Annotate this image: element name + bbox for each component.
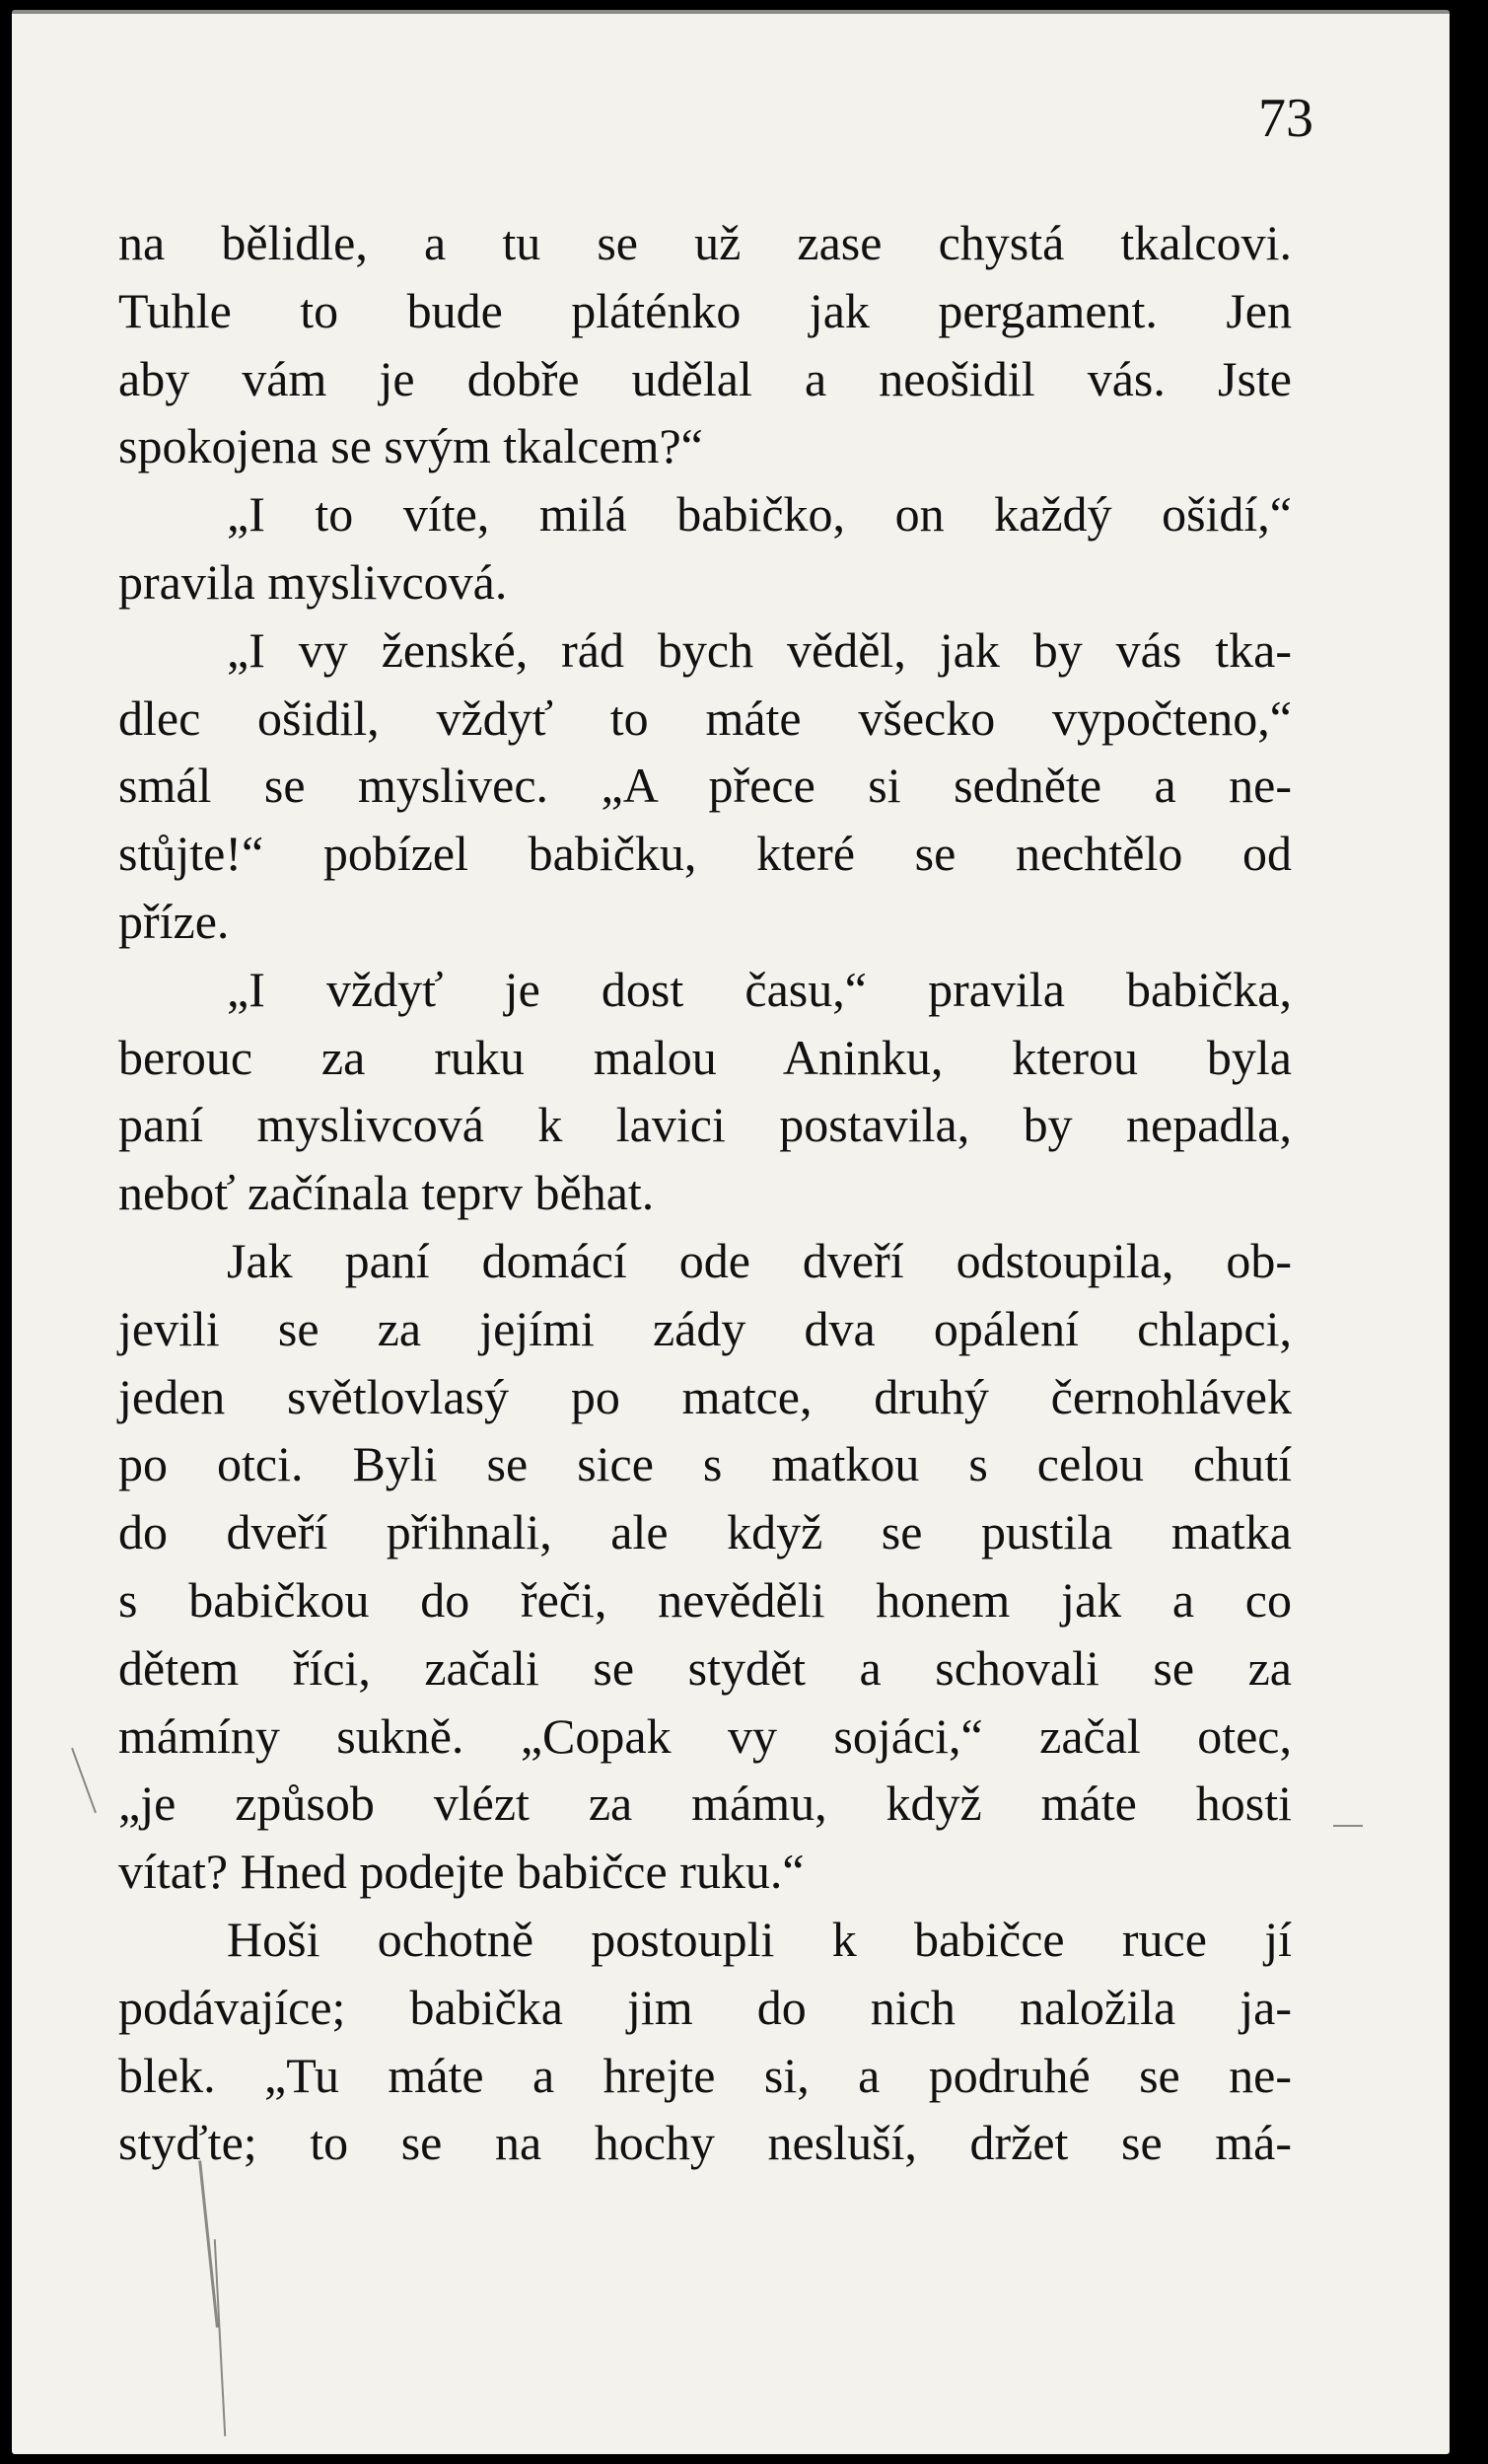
scan-artifact [1333, 1825, 1363, 1827]
text-line: po otci. Byli se sice s matkou s celou chutí [118, 1436, 1292, 1492]
text-line: „I to víte, milá babičko, on každý ošidí,“ [227, 486, 1292, 543]
text-line: Jak paní domácí ode dveří odstoupila, ob- [227, 1232, 1292, 1288]
text-line: dlec ošidil, vždyť to máte všecko vypočteno,“ [118, 689, 1292, 746]
text-line: neboť začínala teprv běhat. [118, 1165, 655, 1221]
text-line: stůjte!“ pobízel babičku, které se nechtělo od [118, 826, 1292, 882]
text-line: na bělidle, a tu se už zase chystá tkalcovi. [118, 215, 1292, 270]
text-line: „I vždyť je dost času,“ pravila babička, [227, 961, 1292, 1017]
scan-artifact [214, 2239, 226, 2436]
page-number: 73 [1258, 88, 1313, 149]
body-text [118, 209, 1292, 2177]
text-line: jevili se za jejími zády dva opálení chlapci, [118, 1300, 1292, 1356]
text-line: smál se myslivec. „A přece si sedněte a ne- [118, 758, 1292, 814]
text-line: příze. [118, 893, 230, 949]
text-line: styďte; to se na hochy nesluší, držet se má- [118, 2115, 1292, 2171]
scan-artifact [71, 1748, 97, 1813]
text-line: podávajíce; babička jim do nich naložila ja- [118, 1979, 1292, 2035]
text-line: berouc za ruku malou Aninku, kterou byla [118, 1029, 1292, 1085]
text-line: dětem říci, začali se stydět a schovali se za [118, 1639, 1292, 1696]
text-line: jeden světlovlasý po matce, druhý černohlávek [118, 1368, 1292, 1424]
text-line: spokojena se svým tkalcem?“ [118, 418, 703, 474]
text-line: paní myslivcová k lavici postavila, by nepadla, [118, 1097, 1292, 1153]
text-line: „I vy ženské, rád bych věděl, jak by vás tka- [227, 621, 1292, 678]
page-edge [12, 10, 1450, 14]
text-line: s babičkou do řeči, nevěděli honem jak a co [118, 1571, 1292, 1628]
text-line: vítat? Hned podejte babičce ruku.“ [118, 1844, 805, 1900]
text-line: Hoši ochotně postoupli k babičce ruce jí [227, 1911, 1292, 1967]
text-line: „je způsob vlézt za mámu, když máte hosti [118, 1776, 1292, 1832]
text-line: mámíny sukně. „Copak vy sojáci,“ začal otec, [118, 1707, 1292, 1764]
book-page [12, 10, 1450, 2454]
text-line: blek. „Tu máte a hrejte si, a podruhé se ne- [118, 2047, 1292, 2103]
text-line: aby vám je dobře udělal a neošidil vás. Jste [118, 350, 1292, 406]
text-line: do dveří přihnali, ale když se pustila matka [118, 1504, 1292, 1560]
text-line: Tuhle to bude pláténko jak pergament. Jen [118, 282, 1292, 338]
text-line: pravila myslivcová. [118, 553, 508, 610]
